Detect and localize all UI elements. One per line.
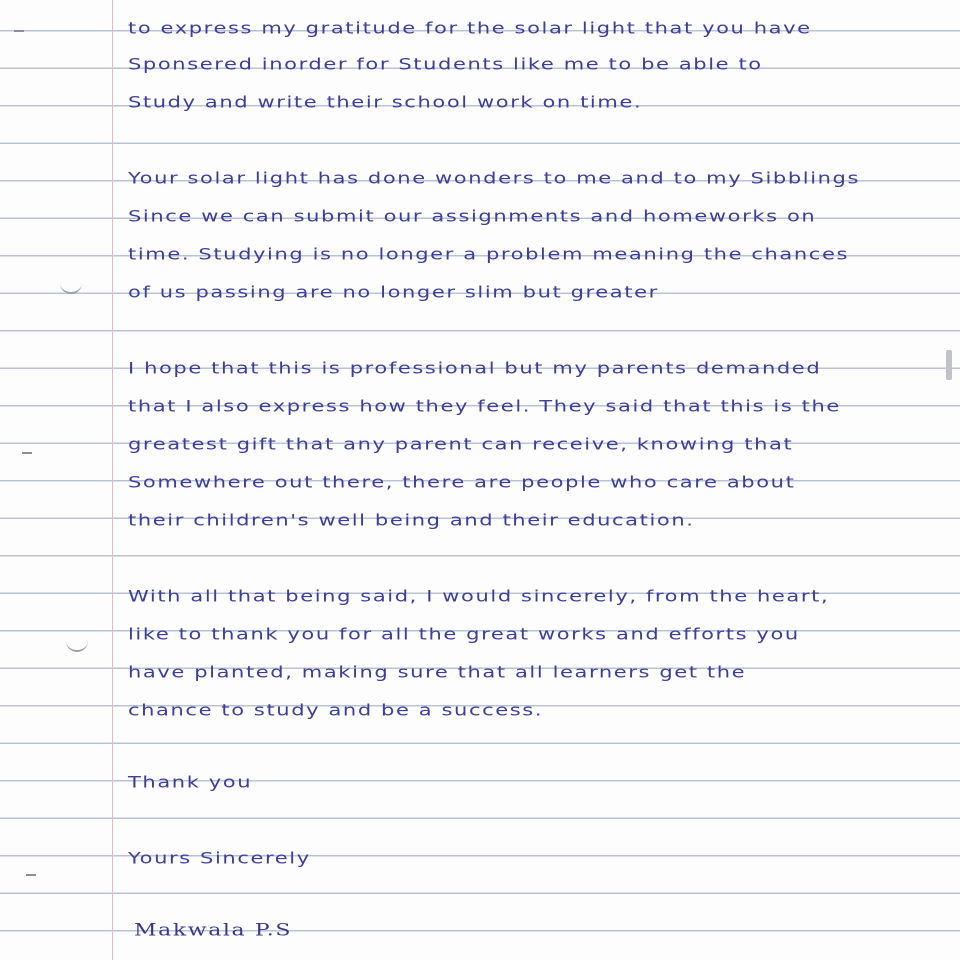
letter-line-5: Since we can submit our assignments and homeworks on — [128, 206, 817, 226]
letter-line-9: that I also express how they feel. They said that this is the — [128, 396, 841, 416]
punch-hole-mark — [60, 282, 82, 294]
letter-line-6: time. Studying is no longer a problem meaning the chances — [128, 244, 850, 264]
letter-line-16: chance to study and be a success. — [128, 700, 544, 720]
letter-line-12: their children's well being and their education. — [128, 510, 695, 530]
edge-tick — [26, 874, 36, 876]
letter-line-10: greatest gift that any parent can receive, knowing that — [128, 434, 794, 454]
letter-line-2: Sponsered inorder for Students like me to be able to — [128, 54, 763, 74]
signature-name: Makwala P.S — [134, 920, 293, 941]
punch-hole-mark — [66, 640, 88, 652]
closing-yours-sincerely: Yours Sincerely — [128, 848, 311, 868]
letter-line-7: of us passing are no longer slim but greater — [128, 282, 659, 302]
margin-line — [112, 0, 113, 960]
edge-tick — [22, 452, 32, 454]
letter-line-4: Your solar light has done wonders to me and to my Sibblings — [128, 168, 861, 188]
closing-thank-you: Thank you — [128, 772, 253, 792]
letter-line-1: to express my gratitude for the solar light that you have — [128, 18, 812, 38]
letter-line-8: I hope that this is professional but my parents demanded — [128, 358, 822, 378]
letter-line-11: Somewhere out there, there are people who care about — [128, 472, 796, 492]
letter-line-15: have planted, making sure that all learners get the — [128, 662, 747, 682]
letter-line-14: like to thank you for all the great works and efforts you — [128, 624, 800, 644]
edge-tick — [14, 30, 24, 32]
letter-line-3: Study and write their school work on time. — [128, 92, 643, 112]
letter-line-13: With all that being said, I would sincerely, from the heart, — [128, 586, 830, 606]
paper-edge-mark — [946, 350, 952, 380]
